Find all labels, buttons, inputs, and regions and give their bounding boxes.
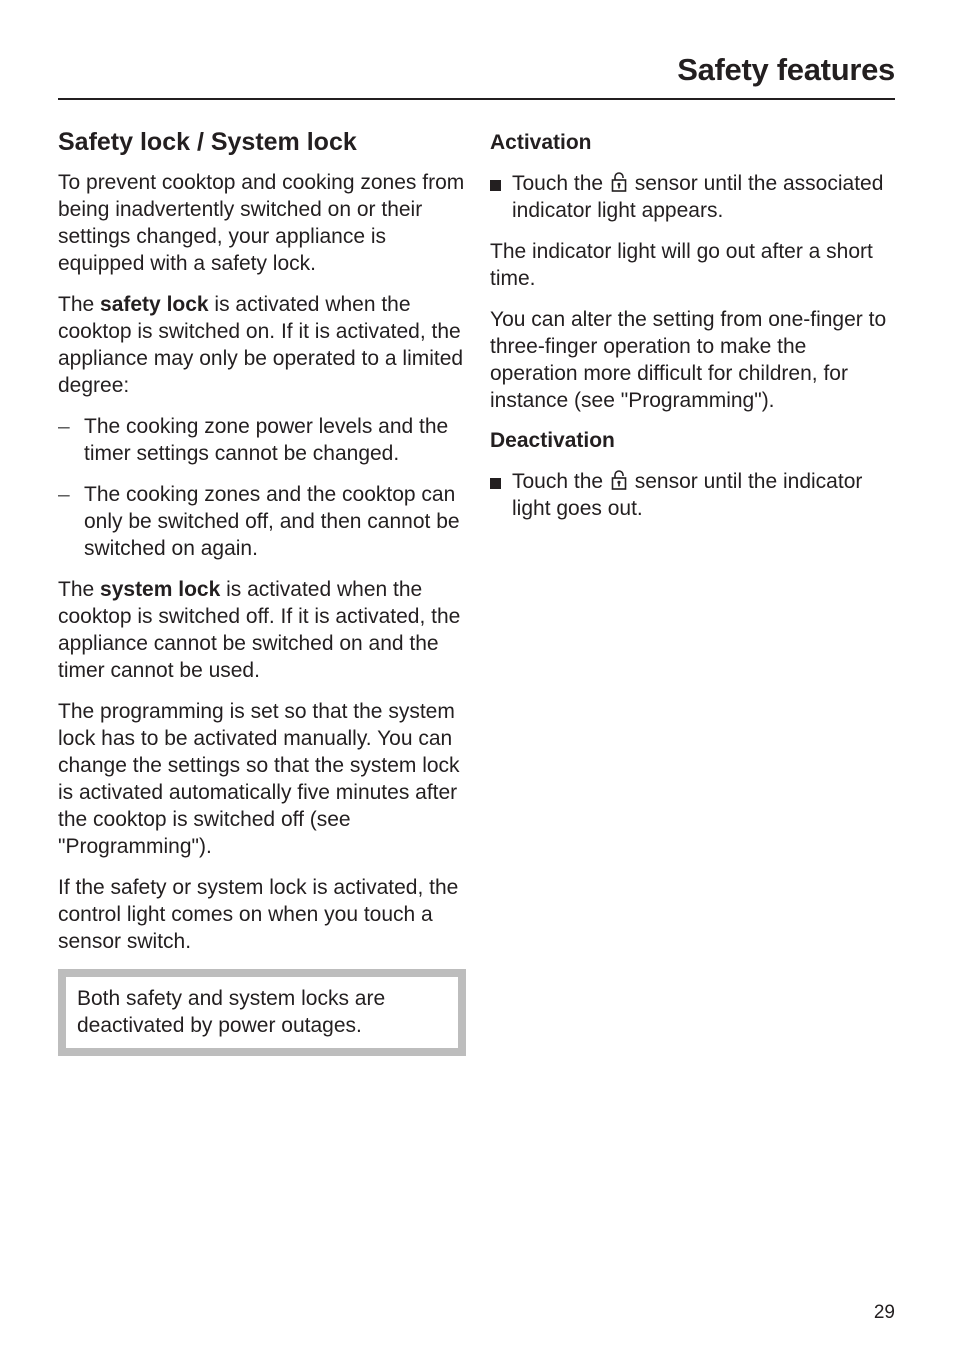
safety-lock-paragraph [58, 291, 466, 399]
system-lock-post: is activated when the cooktop is switched off. If it is activated, the appliance cannot be switched on and the timer cannot be used. [58, 578, 461, 682]
activation-step [490, 170, 895, 224]
activation-step-pre: Touch the [512, 172, 609, 195]
safety-lock-term: safety lock [100, 293, 209, 316]
dash-bullet: – [58, 483, 70, 506]
intro-paragraph: To prevent cooktop and cooking zones from being inadvertently switched on or their settings changed, your appliance is equipped with a safety lock. [58, 171, 465, 275]
page-number: 29 [873, 1302, 895, 1323]
system-lock-pre: The [58, 578, 101, 601]
system-lock-paragraph [58, 576, 466, 684]
deactivation-step [490, 468, 895, 522]
dash-bullet: – [58, 415, 70, 438]
restriction-list [58, 413, 466, 562]
activation-step-post: sensor until the associated indicator light appears. [512, 172, 884, 222]
section-title: Safety lock / System lock [58, 128, 357, 156]
restriction-item [58, 413, 466, 467]
safety-lock-post: is activated when the cooktop is switched on. If it is activated, the appliance may only be operated to a limited degree: [58, 293, 464, 397]
left-column [58, 120, 466, 1056]
restriction-item [58, 481, 466, 562]
deactivation-step-pre: Touch the [512, 470, 609, 493]
control-light-paragraph: If the safety or system lock is activated, the control light comes on when you touch a sensor switch. [58, 876, 459, 953]
square-bullet-icon [490, 478, 501, 489]
restriction-text: The cooking zones and the cooktop can only be switched off, and then cannot be switched on again. [84, 483, 460, 560]
indicator-paragraph: The indicator light will go out after a short time. [490, 240, 873, 290]
header-divider [58, 98, 895, 100]
alter-setting-paragraph: You can alter the setting from one-finger to three-finger operation to make the operation more difficult for children, for instance (see "Programming"). [490, 308, 887, 412]
lock-icon [611, 469, 627, 491]
deactivation-step-post: sensor until the indicator light goes out. [512, 470, 863, 520]
programming-paragraph: The programming is set so that the system lock has to be activated manually. You can change the settings so that the system lock is activated automatically five minutes after the cooktop is switched off (see "Programming"). [58, 700, 460, 858]
deactivation-heading: Deactivation [490, 429, 615, 452]
restriction-text: The cooking zone power levels and the timer settings cannot be changed. [84, 415, 449, 465]
safety-lock-pre: The [58, 293, 101, 316]
note-text: Both safety and system locks are deactivated by power outages. [77, 987, 386, 1037]
right-column [490, 120, 895, 536]
activation-heading: Activation [490, 131, 592, 154]
page-header-title: Safety features [677, 52, 895, 87]
system-lock-term: system lock [100, 578, 221, 601]
square-bullet-icon [490, 180, 501, 191]
lock-icon [611, 171, 627, 193]
note-box [58, 969, 466, 1056]
